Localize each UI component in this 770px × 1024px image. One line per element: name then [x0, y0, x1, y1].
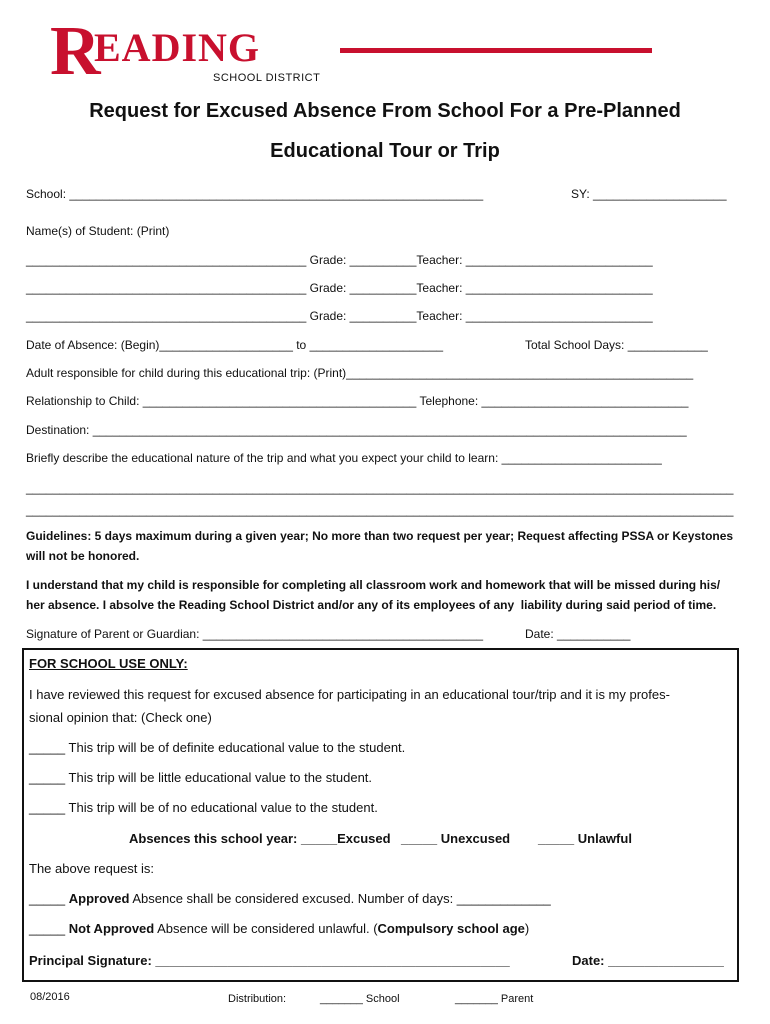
- distribution-label: Distribution:: [228, 993, 287, 1005]
- option-no-value[interactable]: _____ This trip will be of no educational value to the student.: [29, 800, 378, 815]
- not-approved-row[interactable]: [29, 921, 529, 936]
- form-revision-date: 08/2016: [30, 991, 70, 1003]
- principal-signature-field[interactable]: Principal Signature: _________________________________________________: [29, 953, 510, 968]
- not-approved-blank: _____: [29, 921, 69, 936]
- guidelines-line1: Guidelines: 5 days maximum during a given year; No more than two request per year; Request affecting PSSA or Keystones: [26, 529, 734, 543]
- logo-district-text: SCHOOL DISTRICT: [213, 72, 321, 84]
- page-title-line1: Request for Excused Absence From School For a Pre-Planned: [89, 100, 681, 122]
- not-approved-text: Absence will be considered unlawful. (: [154, 921, 378, 936]
- student-row-3[interactable]: __________________________________________ Grade: __________Teacher: ____________________________: [26, 309, 653, 323]
- approved-blank: _____: [29, 891, 69, 906]
- describe-line-3[interactable]: __________________________________________________________________________________________________________: [26, 503, 734, 517]
- distribution-school[interactable]: _______ School: [320, 993, 400, 1005]
- approved-row[interactable]: [29, 891, 551, 906]
- not-approved-label: Not Approved: [68, 921, 155, 936]
- relationship-telephone-field[interactable]: Relationship to Child: _________________________________________ Telephone: _______________________________: [26, 394, 689, 408]
- distribution-parent[interactable]: _______ Parent: [455, 993, 534, 1005]
- review-line2: sional opinion that: (Check one): [29, 710, 212, 725]
- logo-wordmark: EADING: [94, 25, 261, 70]
- describe-field[interactable]: Briefly describe the educational nature of the trip and what you expect your child to learn: ________________________: [26, 451, 662, 465]
- close-paren: ): [524, 921, 530, 936]
- student-row-2[interactable]: __________________________________________ Grade: __________Teacher: ____________________________: [26, 281, 653, 295]
- guidelines-line2: will not be honored.: [26, 549, 140, 563]
- option-definite-value[interactable]: _____ This trip will be of definite educational value to the student.: [29, 740, 406, 755]
- logo-letter-r: R: [50, 13, 99, 90]
- absences-unlawful-field[interactable]: _____ Unlawful: [538, 831, 632, 846]
- student-row-1[interactable]: __________________________________________ Grade: __________Teacher: ____________________________: [26, 253, 653, 267]
- review-line1: I have reviewed this request for excused absence for participating in an educational tour/trip and it is my profes-: [29, 687, 670, 702]
- absences-excused-field[interactable]: Absences this school year: _____Excused: [129, 831, 391, 846]
- request-is-label: The above request is:: [29, 861, 155, 876]
- adult-responsible-field[interactable]: Adult responsible for child during this educational trip: (Print)____________________________________________________: [26, 366, 694, 380]
- approved-text: Absence shall be considered excused. Number of days: _____________: [129, 891, 551, 906]
- parent-signature-field[interactable]: Signature of Parent or Guardian: __________________________________________: [26, 627, 484, 641]
- understand-line1: I understand that my child is responsible for completing all classroom work and homework that will be missed during his/: [26, 578, 721, 592]
- page-title-line2: Educational Tour or Trip: [270, 140, 500, 162]
- sy-field[interactable]: SY: ____________________: [571, 187, 727, 201]
- option-little-value[interactable]: _____ This trip will be little educational value to the student.: [29, 770, 373, 785]
- describe-line-2[interactable]: __________________________________________________________________________________________________________: [26, 481, 734, 495]
- principal-date-field[interactable]: Date: ________________: [572, 953, 724, 968]
- absence-date-field[interactable]: Date of Absence: (Begin)____________________ to ____________________: [26, 338, 444, 352]
- student-names-label: Name(s) of Student: (Print): [26, 224, 170, 238]
- destination-field[interactable]: Destination: _________________________________________________________________________________________: [26, 423, 687, 437]
- absences-unexcused-field[interactable]: _____ Unexcused: [401, 831, 511, 846]
- understand-line2: her absence. I absolve the Reading School District and/or any of its employees of any liability during said period of time.: [26, 598, 717, 612]
- approved-label: Approved: [68, 891, 130, 906]
- school-use-heading: FOR SCHOOL USE ONLY:: [29, 656, 188, 671]
- header-red-rule: [340, 48, 652, 53]
- parent-date-field[interactable]: Date: ___________: [525, 627, 631, 641]
- total-days-field[interactable]: Total School Days: ____________: [525, 338, 708, 352]
- school-field[interactable]: School: ______________________________________________________________: [26, 187, 484, 201]
- compulsory-label: Compulsory school age: [377, 921, 525, 936]
